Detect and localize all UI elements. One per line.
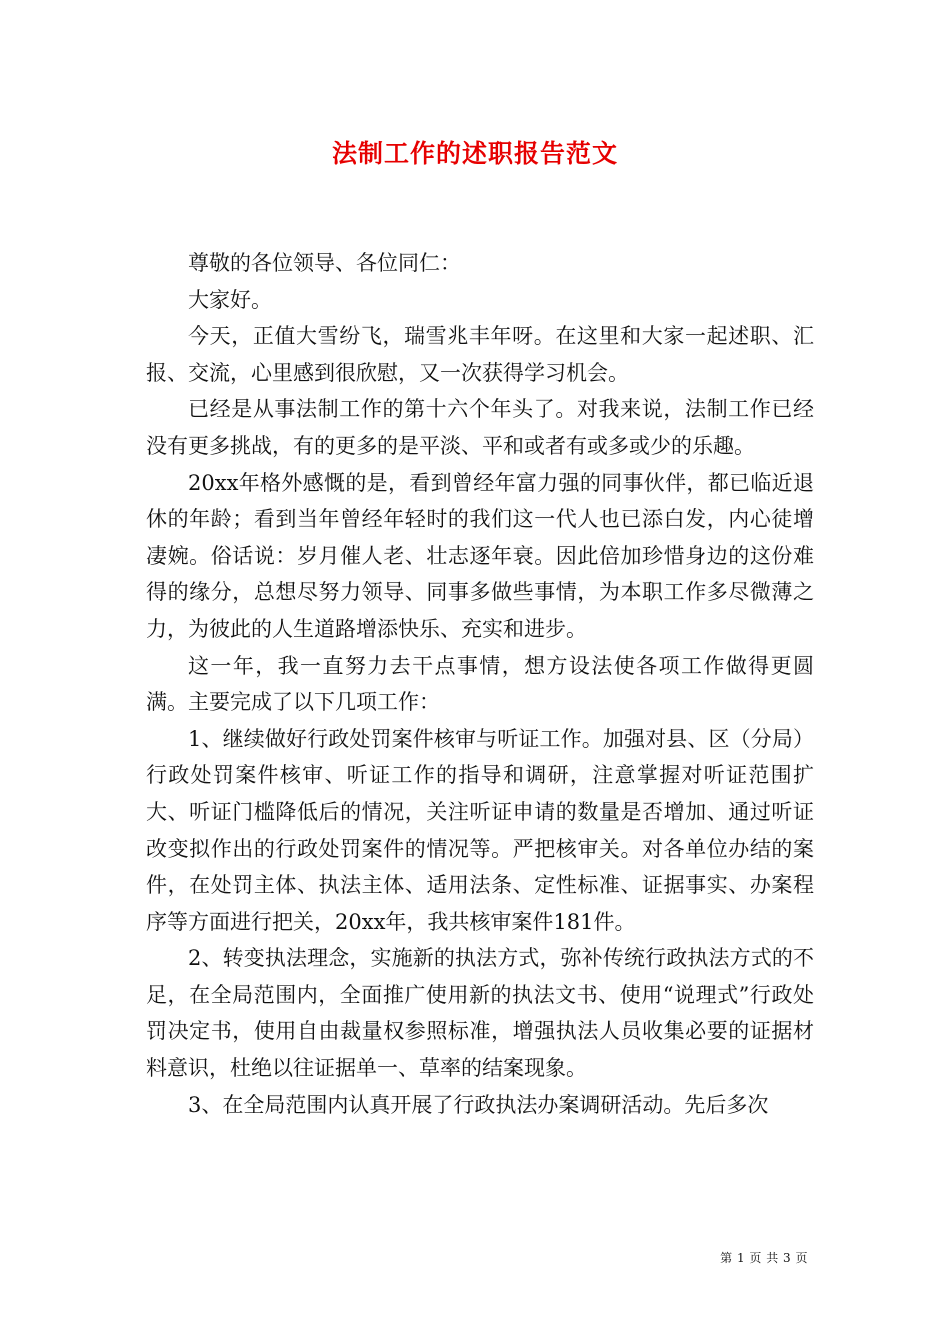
document-title: 法制工作的述职报告范文 xyxy=(331,139,618,168)
paragraph-greeting: 尊敬的各位领导、各位同仁： xyxy=(188,251,461,275)
paragraph-hello: 大家好。 xyxy=(188,287,272,312)
paragraph-reflection: 20xx年格外感慨的是，看到曾经年富力强的同事伙伴，都已临近退休的年龄；看到当年曾经年轻时的我们这一代人也已添白发，内心徒增凄婉。俗话说：岁月催人老、壮志逐年衰。因此倍加珍惜身边的这份难得的缘分，总想尽努力领导、同事多做些事情，为本职工作多尽微薄之力，为彼此的人生道路增添快乐、充实和进步。 xyxy=(146,470,814,641)
paragraph-item-2: 2、转变执法理念，实施新的执法方式，弥补传统行政执法方式的不足，在全局范围内，全面推广使用新的执法文书、使用“说理式”行政处罚决定书，使用自由裁量权参照标准，增强执法人员收集必要的证据材料意识，杜绝以往证据单一、草率的结案现象。 xyxy=(146,946,814,1081)
paragraph-item-1: 1、继续做好行政处罚案件核审与听证工作。加强对县、区（分局）行政处罚案件核审、听证工作的指导和调研，注意掌握对听证范围扩大、听证门槛降低后的情况，关注听证申请的数量是否增加、通过听证改变拟作出的行政处罚案件的情况等。严把核审关。对各单位办结的案件，在处罚主体、执法主体、适用法条、定性标准、证据事实、办案程序等方面进行把关，20xx年，我共核审案件181件。 xyxy=(146,726,814,934)
paragraph-item-3: 3、在全局范围内认真开展了行政执法办案调研活动。先后多次 xyxy=(188,1092,769,1117)
paragraph-experience: 已经是从事法制工作的第十六个年头了。对我来说，法制工作已经没有更多挑战，有的更多的是平淡、平和或者有或多或少的乐趣。 xyxy=(146,397,814,458)
paragraph-summary-intro: 这一年，我一直努力去干点事情，想方设法使各项工作做得更圆满。主要完成了以下几项工作： xyxy=(146,653,814,715)
document-body xyxy=(146,245,814,1123)
page-number-footer: 第 1 页 共 3 页 xyxy=(720,1251,808,1265)
paragraph-opening: 今天，正值大雪纷飞，瑞雪兆丰年呀。在这里和大家一起述职、汇报、交流，心里感到很欣慰，又一次获得学习机会。 xyxy=(146,324,814,385)
